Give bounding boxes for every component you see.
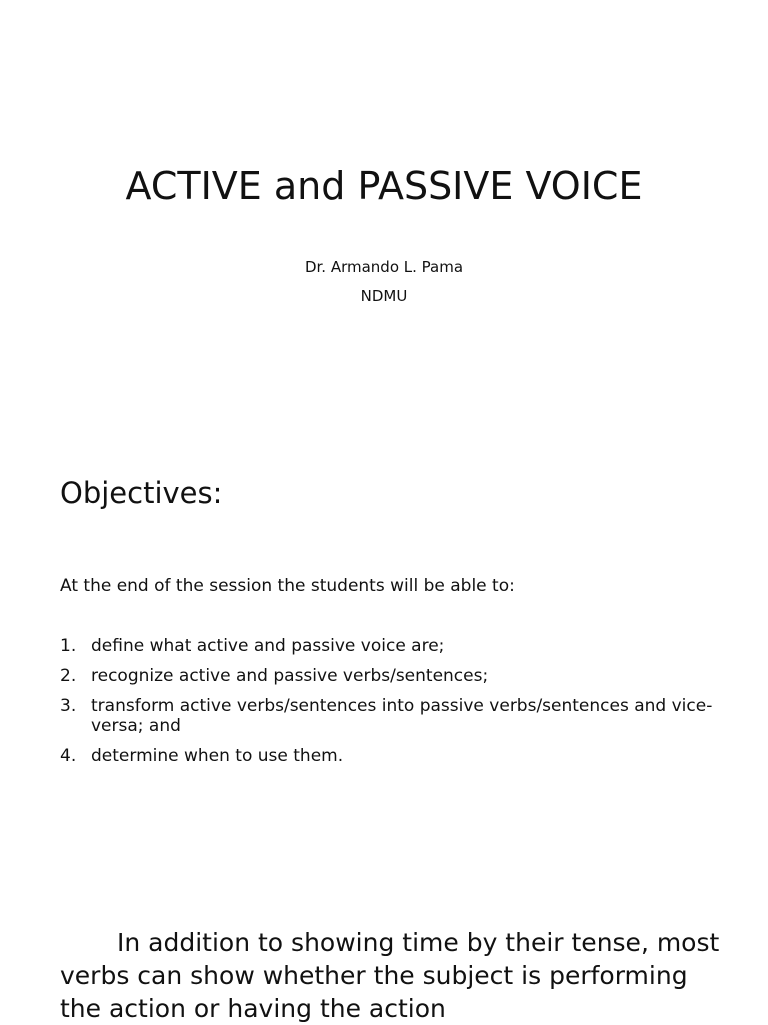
body-paragraph: In addition to showing time by their tense, most verbs can show whether the subject is performing the action or having the action: [60, 928, 720, 1023]
title-slide: [0, 0, 768, 420]
objectives-intro: At the end of the session the students will be able to:: [60, 576, 515, 596]
objective-number: 4.: [60, 746, 77, 766]
objective-number: 2.: [60, 666, 77, 686]
author-name: Dr. Armando L. Pama: [304, 258, 464, 276]
objective-item: [60, 746, 720, 766]
objectives-slide: [0, 440, 768, 860]
objectives-list: [60, 636, 720, 776]
objective-text: transform active verbs/sentences into passive verbs/sentences and vice- versa; and: [91, 696, 713, 736]
objective-number: 1.: [60, 636, 77, 656]
objective-number: 3.: [60, 696, 77, 716]
content-slide: [0, 900, 768, 1024]
objective-item: [60, 636, 720, 656]
objective-text: define what active and passive voice are;: [91, 636, 445, 656]
slide-title: ACTIVE and PASSIVE VOICE: [125, 164, 643, 208]
organization-name: NDMU: [360, 287, 408, 305]
objective-item: [60, 696, 720, 736]
objectives-heading: Objectives:: [60, 476, 223, 510]
objective-text: determine when to use them.: [91, 746, 344, 766]
objective-item: [60, 666, 720, 686]
objective-text: recognize active and passive verbs/sentences;: [91, 666, 489, 686]
